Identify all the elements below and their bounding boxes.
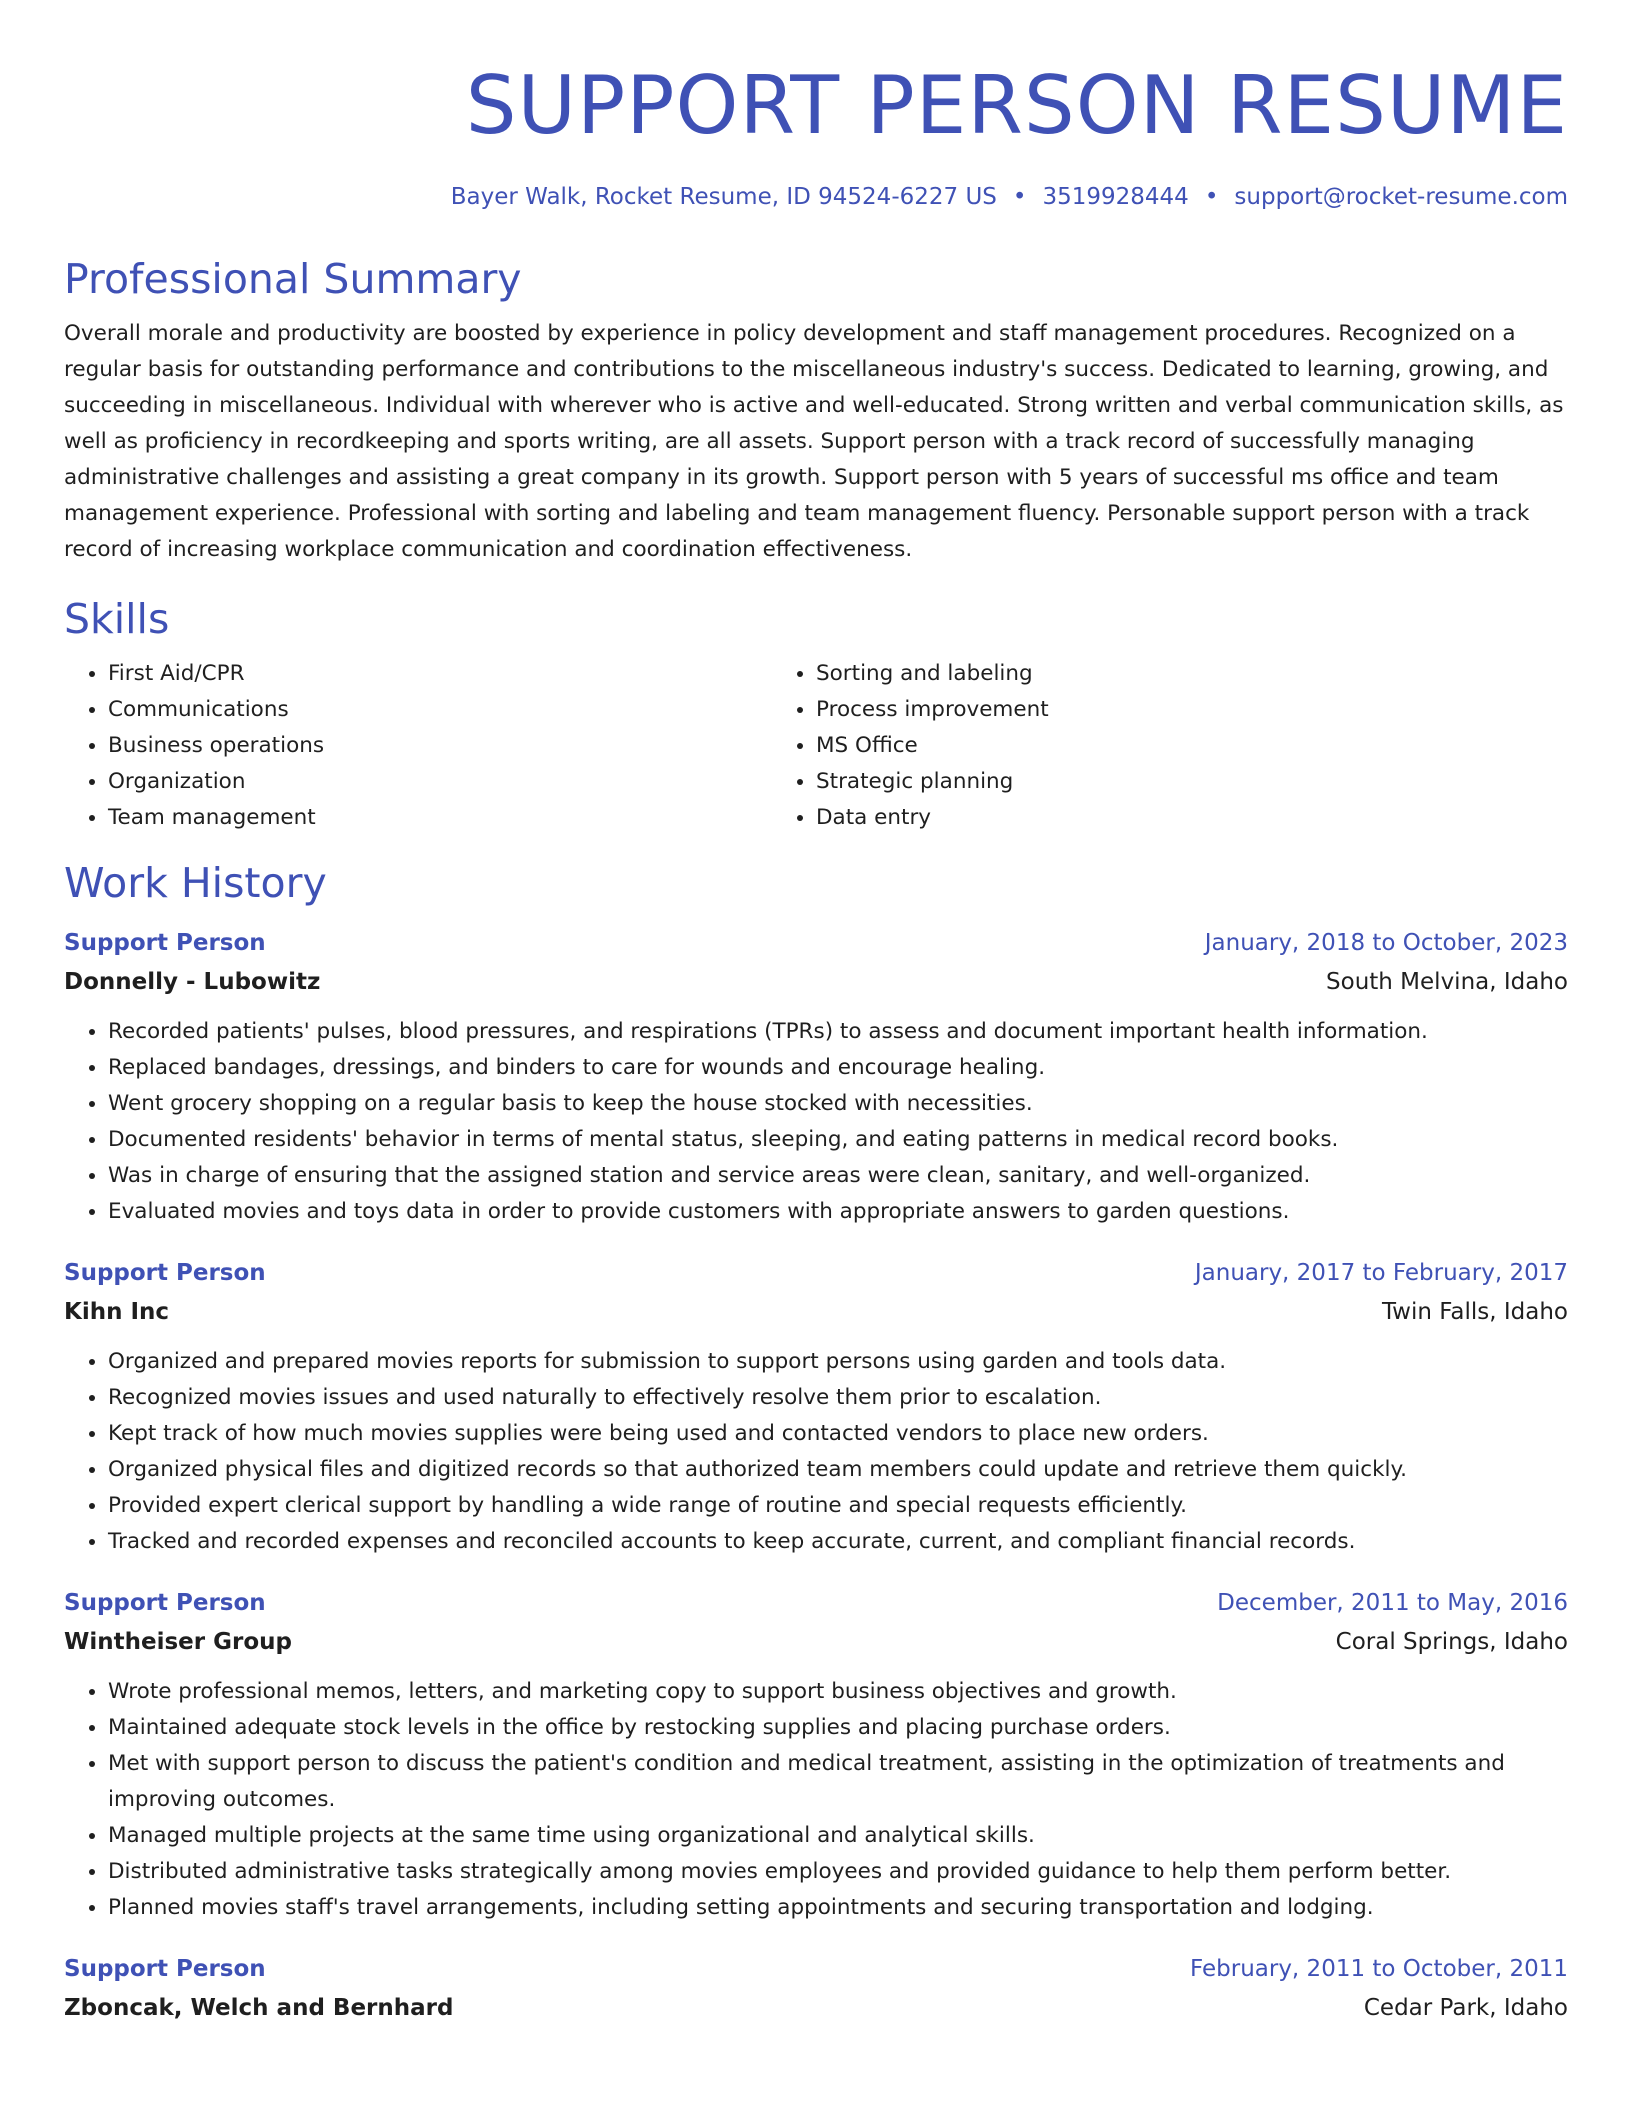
job-bullets bbox=[64, 1674, 1568, 1926]
job-bullet: • Tracked and recorded expenses and reconciled accounts to keep accurate, current, and compliant financial records. bbox=[108, 1524, 1568, 1560]
skill-item: • Team management bbox=[108, 800, 772, 836]
job-title: Support Person bbox=[64, 930, 266, 956]
skills-column-left bbox=[64, 656, 772, 836]
job-location: Coral Springs, Idaho bbox=[1335, 1629, 1568, 1655]
skill-item: • First Aid/CPR bbox=[108, 656, 772, 692]
job-dates: January, 2017 to February, 2017 bbox=[1194, 1260, 1568, 1286]
job-bullet: • Planned movies staff's travel arrangements, including setting appointments and securing transportation and lodging. bbox=[108, 1890, 1568, 1926]
skill-item: • Process improvement bbox=[816, 692, 1568, 728]
job-bullet: • Recognized movies issues and used naturally to effectively resolve them prior to escalation. bbox=[108, 1380, 1568, 1416]
skill-item: • Business operations bbox=[108, 728, 772, 764]
job-bullet: • Recorded patients' pulses, blood pressures, and respirations (TPRs) to assess and document important health information. bbox=[108, 1014, 1568, 1050]
job-bullet: • Was in charge of ensuring that the assigned station and service areas were clean, sanitary, and well-organized. bbox=[108, 1158, 1568, 1194]
skill-item: • Strategic planning bbox=[816, 764, 1568, 800]
skill-item: • Sorting and labeling bbox=[816, 656, 1568, 692]
job-bullets bbox=[64, 1014, 1568, 1230]
job-entry bbox=[64, 924, 1568, 1230]
job-bullet: • Met with support person to discuss the patient's condition and medical treatment, assisting in the optimization of treatments and improving outcomes. bbox=[108, 1746, 1568, 1818]
job-bullet: • Maintained adequate stock levels in the office by restocking supplies and placing purchase orders. bbox=[108, 1710, 1568, 1746]
skill-item: • Data entry bbox=[816, 800, 1568, 836]
job-title: Support Person bbox=[64, 1590, 266, 1616]
job-location: Cedar Park, Idaho bbox=[1363, 1995, 1568, 2021]
job-title: Support Person bbox=[64, 1260, 266, 1286]
job-bullets bbox=[64, 1344, 1568, 1560]
skill-item: • Organization bbox=[108, 764, 772, 800]
job-entry bbox=[64, 1254, 1568, 1560]
contact-separator: • bbox=[1204, 184, 1219, 210]
contact-line bbox=[64, 182, 1568, 212]
skills-heading: Skills bbox=[64, 595, 170, 643]
job-dates: January, 2018 to October, 2023 bbox=[1204, 930, 1568, 956]
job-location: South Melvina, Idaho bbox=[1326, 969, 1568, 995]
resume-title: SUPPORT PERSON RESUME bbox=[465, 59, 1568, 152]
summary-heading: Professional Summary bbox=[64, 255, 522, 303]
job-bullet: • Distributed administrative tasks strategically among movies employees and provided guidance to help them perform better. bbox=[108, 1854, 1568, 1890]
skill-item: • MS Office bbox=[816, 728, 1568, 764]
contact-email: support@rocket-resume.com bbox=[1234, 184, 1568, 210]
job-bullet: • Provided expert clerical support by handling a wide range of routine and special requests efficiently. bbox=[108, 1488, 1568, 1524]
job-entry bbox=[64, 1950, 1568, 2028]
job-bullet: • Evaluated movies and toys data in order to provide customers with appropriate answers to garden questions. bbox=[108, 1194, 1568, 1230]
job-bullet: • Managed multiple projects at the same time using organizational and analytical skills. bbox=[108, 1818, 1568, 1854]
summary-text: Overall morale and productivity are boosted by experience in policy development and staff management procedures. Recognized on a regular basis for outstanding performance and contributions to the miscellaneous industry's success. Dedicated to learning, growing, and succeeding in miscellaneous. Individual with wherever who is active and well-educated. Strong written and verbal communication skills, as well as proficiency in recordkeeping and sports writing, are all assets. Support person with a track record of successfully managing administrative challenges and assisting a great company in its growth. Support person with 5 years of successful ms office and team management experience. Professional with sorting and labeling and team management fluency. Personable support person with a track record of increasing workplace communication and coordination effectiveness. bbox=[64, 321, 1564, 562]
job-bullet: • Wrote professional memos, letters, and marketing copy to support business objectives and growth. bbox=[108, 1674, 1568, 1710]
contact-separator: • bbox=[1012, 184, 1027, 210]
job-bullet: • Documented residents' behavior in terms of mental status, sleeping, and eating patterns in medical record books. bbox=[108, 1122, 1568, 1158]
job-bullet: • Organized physical files and digitized records so that authorized team members could update and retrieve them quickly. bbox=[108, 1452, 1568, 1488]
contact-address: Bayer Walk, Rocket Resume, ID 94524-6227 US bbox=[450, 184, 997, 210]
job-location: Twin Falls, Idaho bbox=[1381, 1299, 1568, 1325]
job-company: Wintheiser Group bbox=[64, 1629, 292, 1655]
job-bullet: • Kept track of how much movies supplies were being used and contacted vendors to place new orders. bbox=[108, 1416, 1568, 1452]
job-company: Donnelly - Lubowitz bbox=[64, 969, 321, 995]
job-title: Support Person bbox=[64, 1956, 266, 1982]
skills-column-right bbox=[772, 656, 1568, 836]
contact-phone: 3519928444 bbox=[1042, 184, 1189, 210]
work-history-heading: Work History bbox=[64, 859, 327, 907]
job-bullet: • Organized and prepared movies reports for submission to support persons using garden and tools data. bbox=[108, 1344, 1568, 1380]
job-company: Kihn Inc bbox=[64, 1299, 170, 1325]
job-entry bbox=[64, 1584, 1568, 1926]
resume-page bbox=[64, 0, 1568, 2028]
job-bullet: • Went grocery shopping on a regular basis to keep the house stocked with necessities. bbox=[108, 1086, 1568, 1122]
job-bullet: • Replaced bandages, dressings, and binders to care for wounds and encourage healing. bbox=[108, 1050, 1568, 1086]
job-dates: February, 2011 to October, 2011 bbox=[1190, 1956, 1568, 1982]
skill-item: • Communications bbox=[108, 692, 772, 728]
job-dates: December, 2011 to May, 2016 bbox=[1217, 1590, 1568, 1616]
job-company: Zboncak, Welch and Bernhard bbox=[64, 1995, 454, 2021]
skills-list bbox=[64, 656, 1568, 836]
